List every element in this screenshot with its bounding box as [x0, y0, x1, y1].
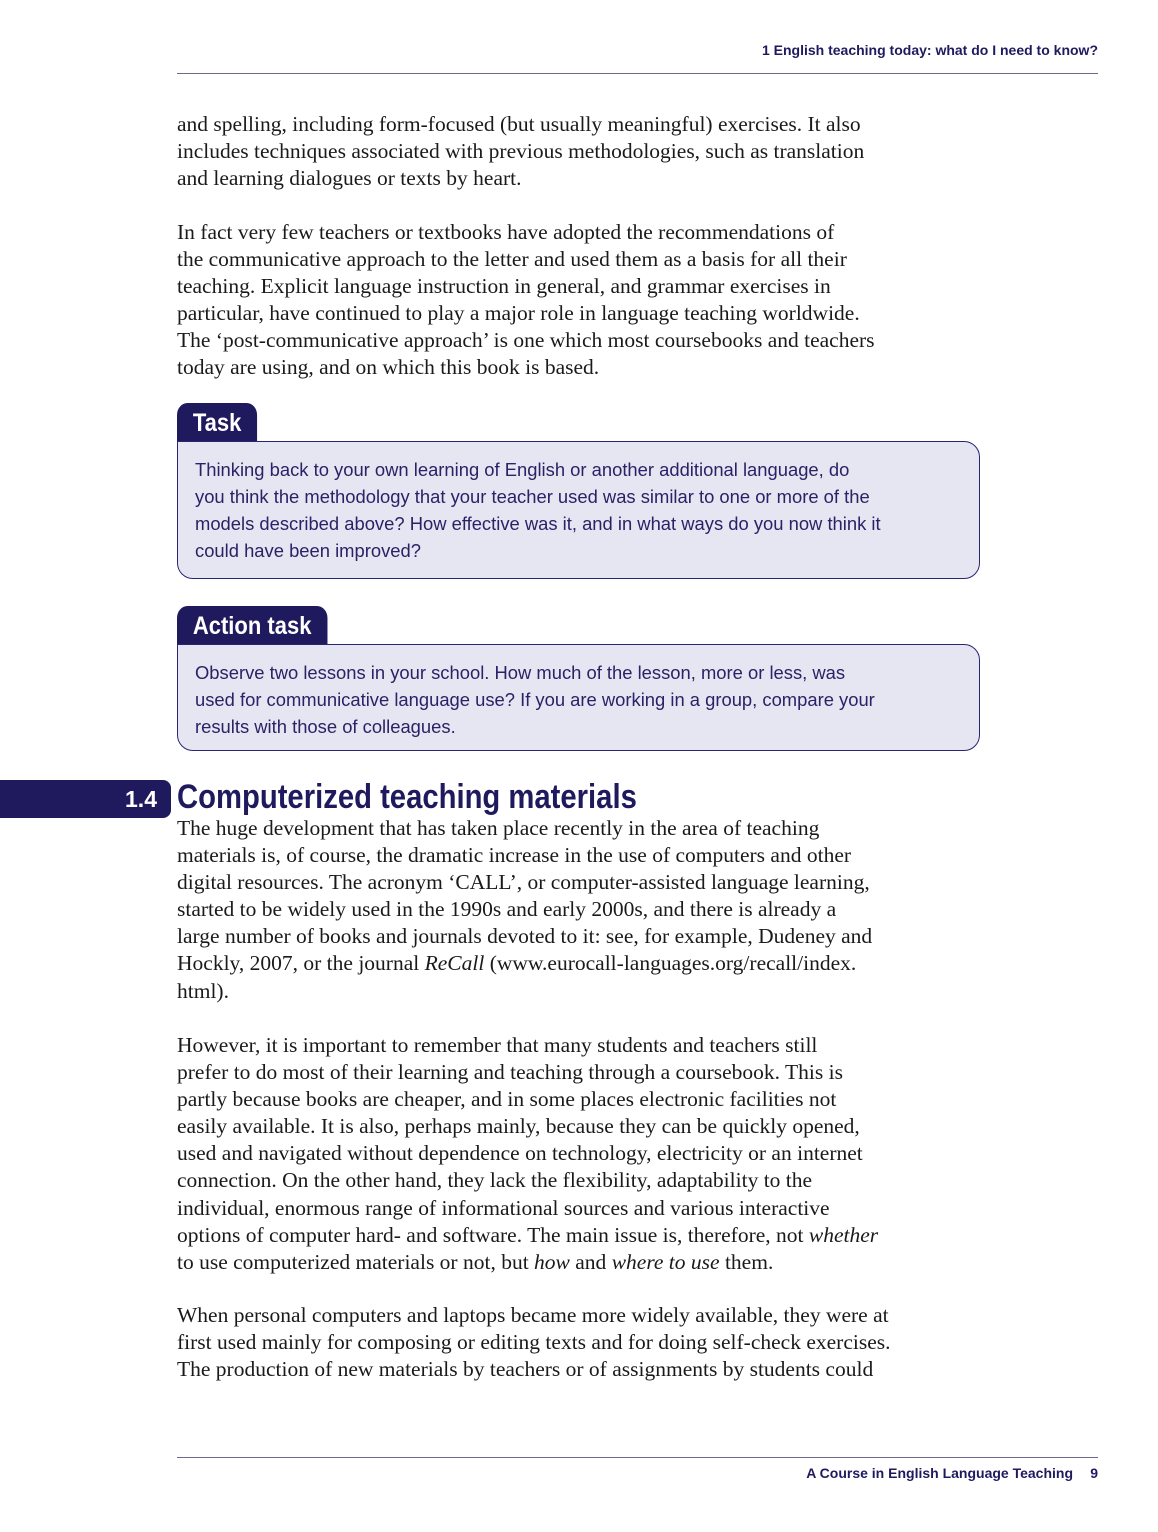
section-paragraph-3: When personal computers and laptops became more widely available, they were at first used mainly for composing or editing texts and for doing self-check exercises. The production of new materials by teachers or of assignments by students could — [177, 1303, 891, 1382]
running-header: 1 English teaching today: what do I need to know? — [761, 42, 1098, 58]
text-span: to use computerized materials or not, but — [177, 1249, 529, 1274]
section-title: Computerized teaching materials — [177, 778, 637, 816]
text-span: them. — [719, 1249, 774, 1274]
header-rule — [177, 73, 1098, 74]
footer-book-title: A Course in English Language Teaching — [806, 1465, 1073, 1481]
body-paragraph-2: In fact very few teachers or textbooks have adopted the recommendations of the communicative approach to the letter and used them as a basis for all their teaching. Explicit language instruction in general, and grammar exercises in particular, have continued to play a major role in language teaching worldwide. The ‘post-communicative approach’ is one which most coursebooks and teachers today are using, and on which this book is based. — [177, 220, 875, 380]
section-number: 1.4 — [0, 780, 171, 818]
emphasis-whether: whether — [808, 1222, 879, 1247]
journal-title: ReCall — [424, 951, 485, 976]
action-task-box — [177, 644, 980, 751]
text-span: and — [569, 1249, 612, 1274]
footer-rule — [177, 1457, 1098, 1458]
action-task-label: Action task — [177, 606, 327, 646]
emphasis-how: how — [534, 1249, 570, 1274]
section-paragraph-1 — [177, 815, 1007, 1005]
text-span: However, it is important to remember that many students and teachers still prefer to do most of their learning and teaching through a coursebook. This is partly because books are cheaper, and in some places electronic facilities not easily available. It is also, perhaps mainly, because they can be quickly opened, used and navigated without dependence on technology, electricity or an internet connection. On the other hand, they lack the flexibility, adaptability to the individual, enormous range of informational sources and various interactive options of computer hard- and software. The main issue is, therefore, not — [177, 1033, 863, 1247]
task-box — [177, 441, 980, 579]
body-paragraph-1: and spelling, including form-focused (but usually meaningful) exercises. It also includes techniques associated with previous methodologies, such as translation and learning dialogues or texts by heart. — [177, 112, 865, 191]
task-label: Task — [177, 403, 257, 443]
text-span: The huge development that has taken place recently in the area of teaching materials is, of course, the dramatic increase in the use of computers and other digital resources. The acronym ‘CALL’, or computer-assisted language learning, started to be widely used in the 1990s and early 2000s, and there is already a large number of books and journals devoted to it: see, for example, Dudeney and Hockly, 2007, or the journal — [177, 816, 873, 976]
task-text: Thinking back to your own learning of English or another additional language, do you think the methodology that your teacher used was similar to one or more of the models described above? How effective was it, and in what ways do you now think it could have been improved? — [195, 459, 881, 561]
action-task-text: Observe two lessons in your school. How much of the lesson, more or less, was used for communicative language use? If you are working in a group, compare your results with those of colleagues. — [195, 662, 875, 737]
text-span: (www.eurocall-languages.org/recall/index. html). — [177, 951, 857, 1003]
page-number: 9 — [1090, 1465, 1098, 1481]
emphasis-where: where to use — [611, 1249, 720, 1274]
section-paragraph-2 — [177, 1032, 1007, 1276]
